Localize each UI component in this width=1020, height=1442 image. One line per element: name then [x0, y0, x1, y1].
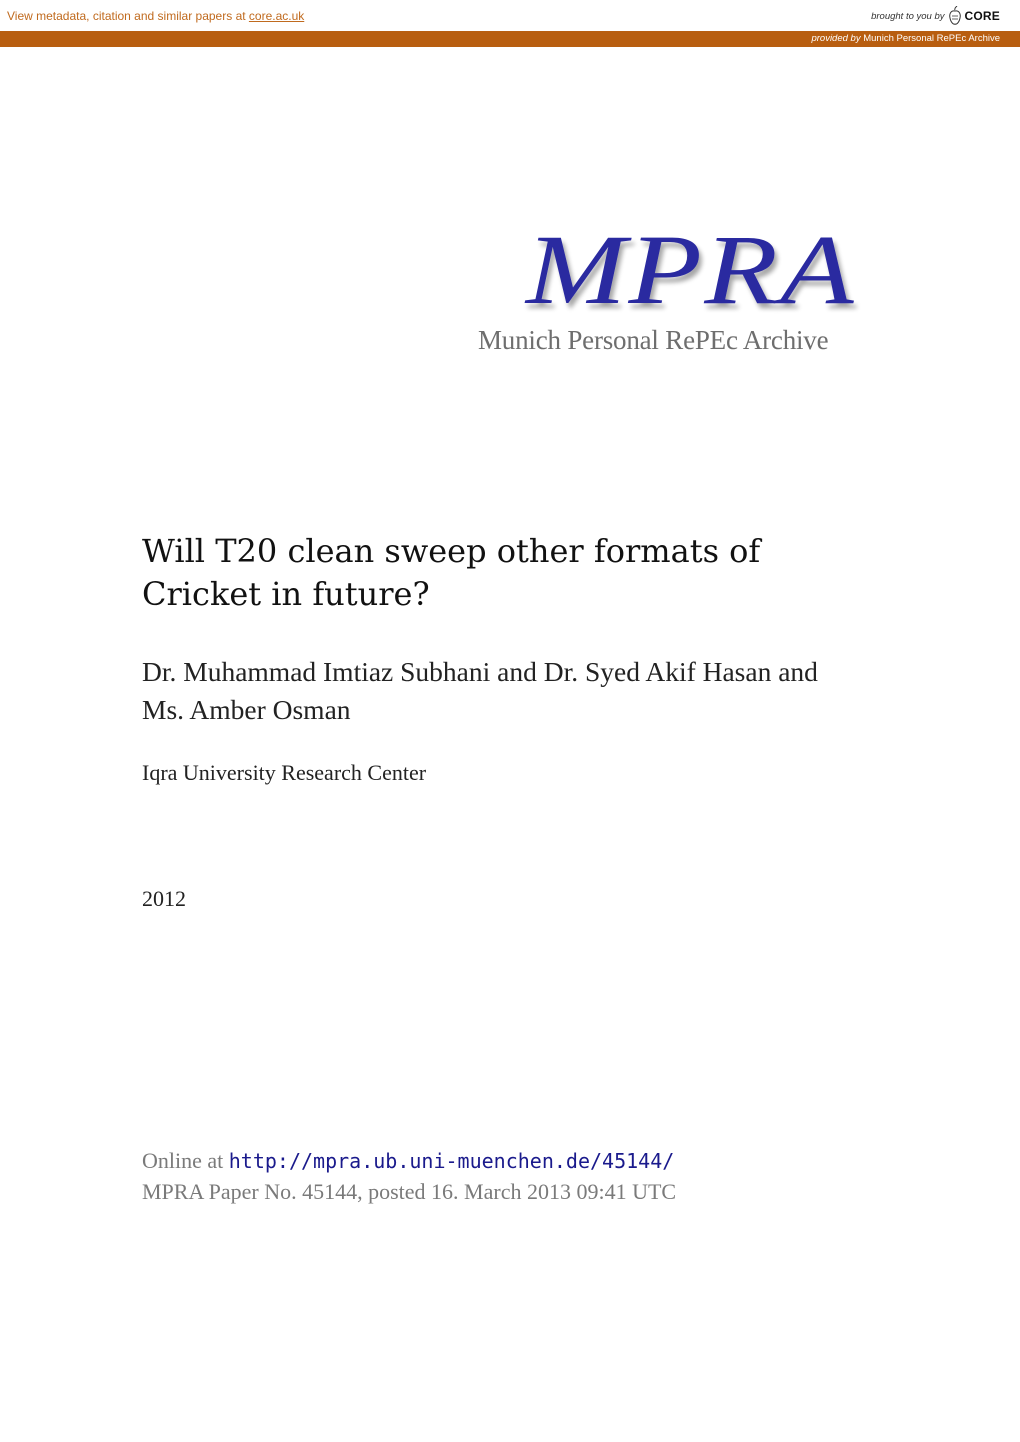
paper-year: 2012 — [142, 886, 186, 911]
paper-url-link[interactable]: http://mpra.ub.uni-muenchen.de/45144/ — [228, 1149, 675, 1173]
mpra-subtitle: Munich Personal RePEc Archive — [478, 325, 829, 355]
brought-to-you-by-label: brought to you by — [871, 10, 945, 22]
core-brand-name: CORE — [964, 9, 1000, 23]
mpra-logo-letters: MPRA — [523, 215, 856, 320]
paper-number-line: MPRA Paper No. 45144, posted 16. March 2013 09:41 UTC — [142, 1179, 677, 1204]
core-brought-by[interactable] — [871, 4, 1000, 28]
provided-by-line — [811, 33, 1000, 44]
mpra-logo — [520, 215, 870, 320]
paper-authors: Dr. Muhammad Imtiaz Subhani and Dr. Syed Akif Hasan and Ms. Amber Osman — [142, 656, 818, 725]
provided-by-label: provided by — [811, 33, 861, 44]
online-at-line — [142, 1148, 674, 1174]
core-metadata-text: View metadata, citation and similar papers at — [7, 9, 249, 23]
provided-by-name: Munich Personal RePEc Archive — [863, 33, 1000, 44]
online-at-label: Online at — [142, 1148, 229, 1173]
core-header — [0, 0, 1020, 31]
paper-affiliation: Iqra University Research Center — [142, 760, 427, 785]
paper-title: Will T20 clean sweep other formats of Cricket in future? — [142, 532, 761, 613]
core-ac-uk-link[interactable]: core.ac.uk — [248, 9, 305, 23]
core-apple-icon — [948, 6, 962, 26]
core-metadata-line — [7, 9, 304, 23]
core-provided-bar — [0, 31, 1020, 47]
